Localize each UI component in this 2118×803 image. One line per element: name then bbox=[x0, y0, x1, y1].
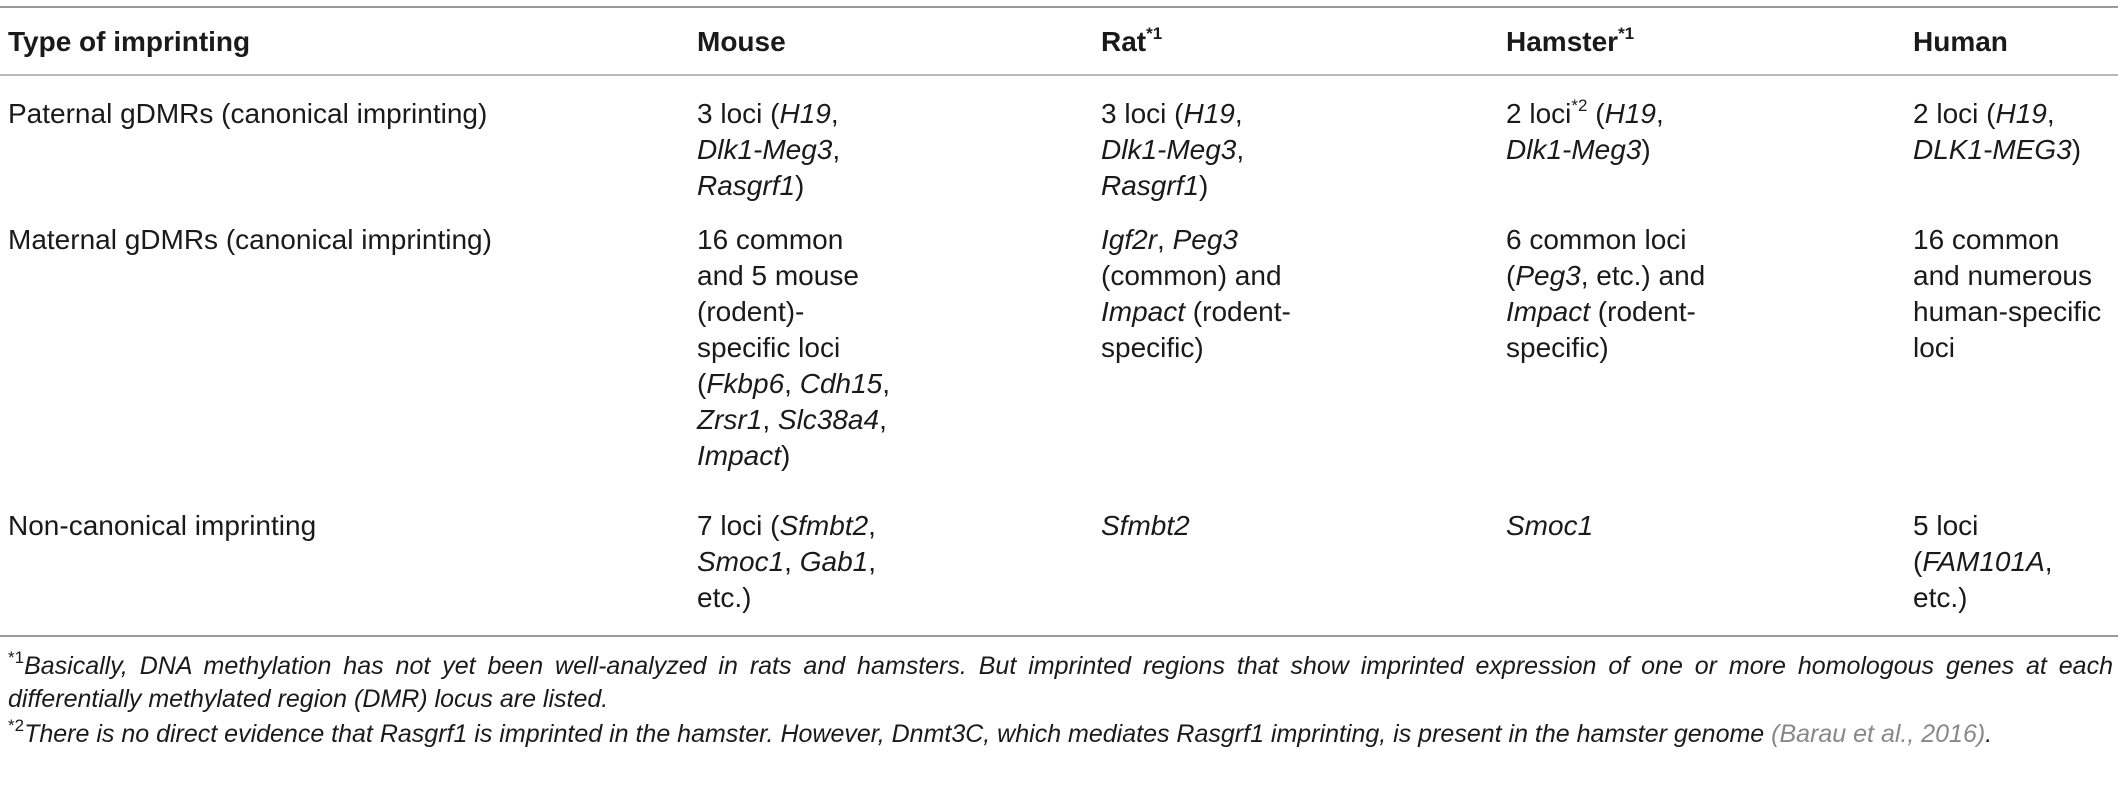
footnote-2-text: There is no direct evidence that Rasgrf1 is imprinted in the hamster. However, Dnmt3C, which mediates Rasgrf1 imprinting, is present in the hamster genome bbox=[24, 720, 1765, 748]
text: human-specific bbox=[1913, 296, 2102, 327]
text: 3 loci ( bbox=[1101, 98, 1184, 129]
footnote-1-mark: *1 bbox=[8, 647, 25, 667]
text: , bbox=[784, 368, 800, 399]
row-paternal-hamster bbox=[1506, 96, 1664, 168]
gene-name: Smoc1 bbox=[1506, 510, 1594, 541]
text: 2 loci bbox=[1506, 98, 1572, 129]
gene-name: Rasgrf1 bbox=[1101, 170, 1200, 201]
header-rat-label: Rat bbox=[1101, 26, 1147, 57]
text: 2 loci ( bbox=[1913, 98, 1996, 129]
gene-name: Impact bbox=[1101, 296, 1186, 327]
header-mouse: Mouse bbox=[697, 26, 786, 57]
text: (rodent- bbox=[1185, 296, 1291, 327]
text: 7 loci ( bbox=[697, 510, 780, 541]
text: , bbox=[2044, 546, 2053, 577]
row-maternal-mouse bbox=[697, 222, 890, 474]
header-rule bbox=[0, 74, 2118, 76]
row-noncanonical-human bbox=[1913, 508, 2053, 616]
row-maternal-rat bbox=[1101, 222, 1291, 366]
row-maternal-human bbox=[1913, 222, 2101, 366]
text: ) bbox=[1641, 134, 1651, 165]
text: ( bbox=[697, 368, 707, 399]
header-rat bbox=[1101, 24, 1162, 60]
text: (rodent- bbox=[1590, 296, 1696, 327]
gene-name: Gab1 bbox=[799, 546, 869, 577]
footnote-1-text: Basically, DNA methylation has not yet been well-analyzed in rats and hamsters. But imprinted regions that show imprinted expression of one or more homologous genes at each differentially methylated region (DMR) locus are listed. bbox=[8, 652, 2113, 713]
row-paternal-mouse bbox=[697, 96, 840, 204]
row-paternal-human bbox=[1913, 96, 2081, 168]
text: , etc.) and bbox=[1580, 260, 1706, 291]
text: 6 common loci bbox=[1506, 224, 1687, 255]
row-noncanonical-mouse bbox=[697, 508, 876, 616]
text: and numerous bbox=[1913, 260, 2093, 291]
text: , bbox=[2046, 98, 2055, 129]
header-hamster-footnote-mark: *1 bbox=[1618, 23, 1635, 43]
header-type-of-imprinting: Type of imprinting bbox=[8, 26, 251, 57]
text: specific) bbox=[1506, 332, 1609, 363]
footnote-2-citation-link[interactable]: (Barau et al., 2016) bbox=[1771, 720, 1986, 748]
gene-name: Impact bbox=[1506, 296, 1591, 327]
footnote-1 bbox=[8, 647, 2113, 716]
row-noncanonical-type: Non-canonical imprinting bbox=[8, 510, 317, 541]
gene-name: Sfmbt2 bbox=[779, 510, 869, 541]
text: , bbox=[868, 546, 876, 577]
text: loci bbox=[1913, 332, 1956, 363]
text: ) bbox=[795, 170, 805, 201]
header-human: Human bbox=[1913, 26, 2008, 57]
gene-name: Sfmbt2 bbox=[1101, 510, 1190, 541]
gene-name: Dlk1-Meg3 bbox=[1506, 134, 1642, 165]
text: , bbox=[1234, 98, 1243, 129]
footnote-mark: *2 bbox=[1571, 95, 1588, 115]
header-hamster-label: Hamster bbox=[1506, 26, 1619, 57]
gene-name: Slc38a4 bbox=[777, 404, 880, 435]
text: etc.) bbox=[697, 582, 752, 613]
text: 3 loci ( bbox=[697, 98, 780, 129]
text: , bbox=[1236, 134, 1245, 165]
gene-name: Impact bbox=[697, 440, 782, 471]
gene-name: FAM101A bbox=[1922, 546, 2045, 577]
gene-name: Igf2r bbox=[1101, 224, 1158, 255]
text: specific) bbox=[1101, 332, 1204, 363]
row-maternal-type: Maternal gDMRs (canonical imprinting) bbox=[8, 224, 492, 255]
text: ( bbox=[1913, 546, 1923, 577]
text: , bbox=[879, 404, 887, 435]
row-paternal-rat bbox=[1101, 96, 1244, 204]
text: ) bbox=[1199, 170, 1209, 201]
gene-name: Dlk1-Meg3 bbox=[697, 134, 833, 165]
gene-name: Smoc1 bbox=[697, 546, 785, 577]
text: , bbox=[832, 134, 841, 165]
footnote-2-mark: *2 bbox=[8, 715, 25, 735]
text: , bbox=[868, 510, 876, 541]
gene-name: Cdh15 bbox=[799, 368, 883, 399]
text: specific loci bbox=[697, 332, 841, 363]
gene-name: H19 bbox=[1604, 98, 1656, 129]
text: ) bbox=[781, 440, 791, 471]
row-maternal-hamster bbox=[1506, 222, 1705, 366]
gene-name: DLK1-MEG3 bbox=[1913, 134, 2072, 165]
text: ) bbox=[2071, 134, 2082, 165]
gene-name: H19 bbox=[779, 98, 831, 129]
table-top-rule bbox=[0, 6, 2118, 8]
header-hamster bbox=[1506, 24, 1634, 60]
footnote-2 bbox=[8, 715, 2113, 751]
text: ( bbox=[1506, 260, 1516, 291]
row-noncanonical-hamster bbox=[1506, 508, 1593, 544]
text: (rodent)- bbox=[697, 296, 805, 327]
text: , bbox=[1157, 224, 1173, 255]
text: , bbox=[762, 404, 778, 435]
text: ( bbox=[1587, 98, 1605, 129]
text: 16 common bbox=[697, 224, 844, 255]
text: 5 loci bbox=[1913, 510, 1979, 541]
text: , bbox=[1655, 98, 1664, 129]
text: , bbox=[830, 98, 839, 129]
header-rat-footnote-mark: *1 bbox=[1146, 23, 1163, 43]
text: etc.) bbox=[1913, 582, 1968, 613]
gene-name: Rasgrf1 bbox=[697, 170, 796, 201]
gene-name: Peg3 bbox=[1515, 260, 1581, 291]
text: , bbox=[784, 546, 800, 577]
row-paternal-type: Paternal gDMRs (canonical imprinting) bbox=[8, 98, 488, 129]
gene-name: H19 bbox=[1183, 98, 1235, 129]
row-noncanonical-rat bbox=[1101, 508, 1190, 544]
gene-name: H19 bbox=[1995, 98, 2047, 129]
text: 16 common bbox=[1913, 224, 2060, 255]
gene-name: Dlk1-Meg3 bbox=[1101, 134, 1237, 165]
text: and 5 mouse bbox=[697, 260, 859, 291]
text: , bbox=[882, 368, 891, 399]
gene-name: Fkbp6 bbox=[706, 368, 785, 399]
gene-name: Peg3 bbox=[1172, 224, 1238, 255]
table-bottom-rule bbox=[0, 635, 2118, 637]
footnote-2-end: . bbox=[1985, 720, 1993, 748]
text: (common) and bbox=[1101, 260, 1282, 291]
gene-name: Zrsr1 bbox=[697, 404, 763, 435]
